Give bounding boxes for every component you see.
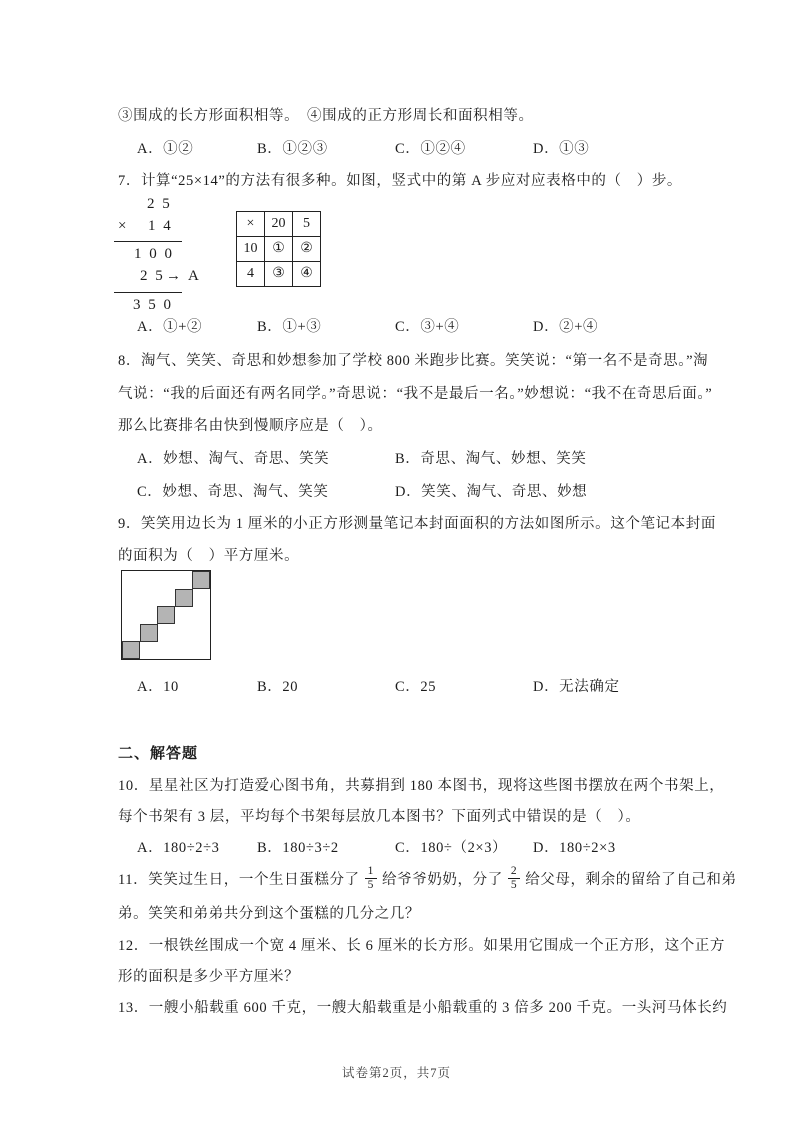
table-cell: 20 [265, 212, 293, 237]
q10-stem-line-2: 每个书架有 3 层，平均每个书架每层放几本图书？下面列式中错误的是（ ）。 [118, 809, 641, 825]
q12-stem-line-2: 形的面积是多少平方厘米？ [118, 969, 300, 985]
vcalc-arrow-icon: → [166, 268, 183, 284]
unit-square-5 [192, 571, 210, 589]
q7-option-a: A．①+② [137, 319, 203, 335]
q9-options-row [118, 677, 698, 697]
q8-option-b: B．奇思、淘气、妙想、笑笑 [395, 451, 587, 467]
unit-square-4 [175, 589, 193, 607]
q9-option-c: C．25 [395, 679, 437, 695]
q10-option-b: B．180÷3÷2 [257, 840, 339, 856]
q11-text-part-3: 给父母，剩余的留给了自己和弟 [525, 871, 737, 888]
q11-text-part-2: 给爷爷奶奶，分了 [382, 871, 503, 888]
q6-option-b: B．①②③ [257, 141, 328, 157]
vcalc-multiplier: 1 4 [148, 218, 173, 234]
q7-stem: 7．计算“25×14”的方法有很多种。如图，竖式中的第 A 步应对应表格中的（ ）步。 [118, 173, 683, 189]
table-cell: ④ [293, 262, 321, 287]
vcalc-partial-2: 2 5 [140, 268, 165, 284]
q13-stem-line-1: 13．一艘小船载重 600 千克，一艘大船载重是小船载重的 3 倍多 200 千克。一头河马体长约 [118, 1000, 728, 1016]
vcalc-partial-1: 1 0 0 [134, 246, 174, 262]
unit-square-2 [140, 624, 158, 642]
vcalc-rule-2 [114, 292, 182, 293]
q11-stem-line-2: 弟。笑笑和弟弟共分到这个蛋糕的几分之几？ [118, 906, 420, 922]
q9-option-b: B．20 [257, 679, 299, 695]
q10-option-d: D．180÷2×3 [533, 840, 616, 856]
table-cell: ① [265, 237, 293, 262]
fraction-denominator: 5 [367, 878, 375, 891]
q8-options-row-2 [118, 482, 698, 502]
q7-vertical-calculation [114, 196, 214, 316]
fraction-numerator: 2 [508, 865, 520, 879]
q9-measurement-figure [121, 570, 211, 660]
page-footer: 试卷第2页，共7页 [341, 1066, 451, 1080]
table-row [237, 262, 321, 287]
q6-option-d: D．①③ [533, 141, 590, 157]
unit-square-3 [157, 606, 175, 624]
q6-option-c: C．①②④ [395, 141, 466, 157]
q8-stem-line-1: 8．淘气、笑笑、奇思和妙想参加了学校 800 米跑步比赛。笑笑说：“第一名不是奇思。”淘 [118, 353, 709, 369]
q8-option-d: D．笑笑、淘气、奇思、妙想 [395, 484, 588, 500]
q7-options-row [118, 317, 698, 337]
fraction-denominator: 5 [510, 878, 518, 891]
fraction-one-fifth [365, 865, 377, 892]
vcalc-product: 3 5 0 [133, 297, 173, 313]
fraction-two-fifths [508, 865, 520, 892]
q6-options-row [118, 139, 698, 159]
q10-option-a: A．180÷2÷3 [137, 840, 220, 856]
q12-stem-line-1: 12．一根铁丝围成一个宽 4 厘米、长 6 厘米的长方形。如果用它围成一个正方形，这个正方 [118, 938, 725, 954]
vcalc-rule-1 [114, 241, 182, 242]
q9-option-d: D．无法确定 [533, 679, 620, 695]
table-cell: × [237, 212, 265, 237]
table-cell: ② [293, 237, 321, 262]
q8-option-c: C．妙想、奇思、淘气、笑笑 [137, 484, 329, 500]
q6-continuation-text: ③围成的长方形面积相等。 ④围成的正方形周长和面积相等。 [118, 108, 534, 124]
fraction-numerator: 1 [365, 865, 377, 879]
q8-stem-line-2: 气说：“我的后面还有两名同学。”奇思说：“我不是最后一名。”妙想说：“我不在奇思后面。” [118, 386, 713, 402]
vcalc-times-sign: × [118, 218, 129, 234]
q10-option-c: C．180÷（2×3） [395, 840, 508, 856]
q8-stem-line-3: 那么比赛排名由快到慢顺序应是（ ）。 [118, 418, 383, 434]
q7-option-b: B．①+③ [257, 319, 322, 335]
q8-option-a: A．妙想、淘气、奇思、笑笑 [137, 451, 330, 467]
q6-option-a: A．①② [137, 141, 194, 157]
table-cell: 4 [237, 262, 265, 287]
table-cell: 5 [293, 212, 321, 237]
q11-stem-line-1 [118, 858, 737, 898]
vcalc-multiplicand: 2 5 [147, 196, 172, 212]
q9-option-a: A．10 [137, 679, 179, 695]
q9-stem-line-2: 的面积为（ ）平方厘米。 [118, 548, 300, 564]
table-cell: 10 [237, 237, 265, 262]
table-cell: ③ [265, 262, 293, 287]
q7-option-c: C．③+④ [395, 319, 460, 335]
q8-options-row-1 [118, 449, 698, 469]
section-2-title: 二、解答题 [118, 746, 199, 762]
table-row [237, 212, 321, 237]
vcalc-step-label: A [188, 268, 201, 284]
q9-stem-line-1: 9．笑笑用边长为 1 厘米的小正方形测量笔记本封面面积的方法如图所示。这个笔记本封面 [118, 516, 716, 532]
q10-options-row [118, 838, 698, 858]
table-row [237, 237, 321, 262]
q10-stem-line-1: 10．星星社区为打造爱心图书角，共募捐到 180 本图书，现将这些图书摆放在两个书架上， [118, 778, 725, 794]
q7-option-d: D．②+④ [533, 319, 599, 335]
q7-method-table [236, 211, 321, 287]
q11-text-part-1: 11．笑笑过生日，一个生日蛋糕分了 [118, 871, 360, 888]
unit-square-1 [122, 641, 140, 659]
